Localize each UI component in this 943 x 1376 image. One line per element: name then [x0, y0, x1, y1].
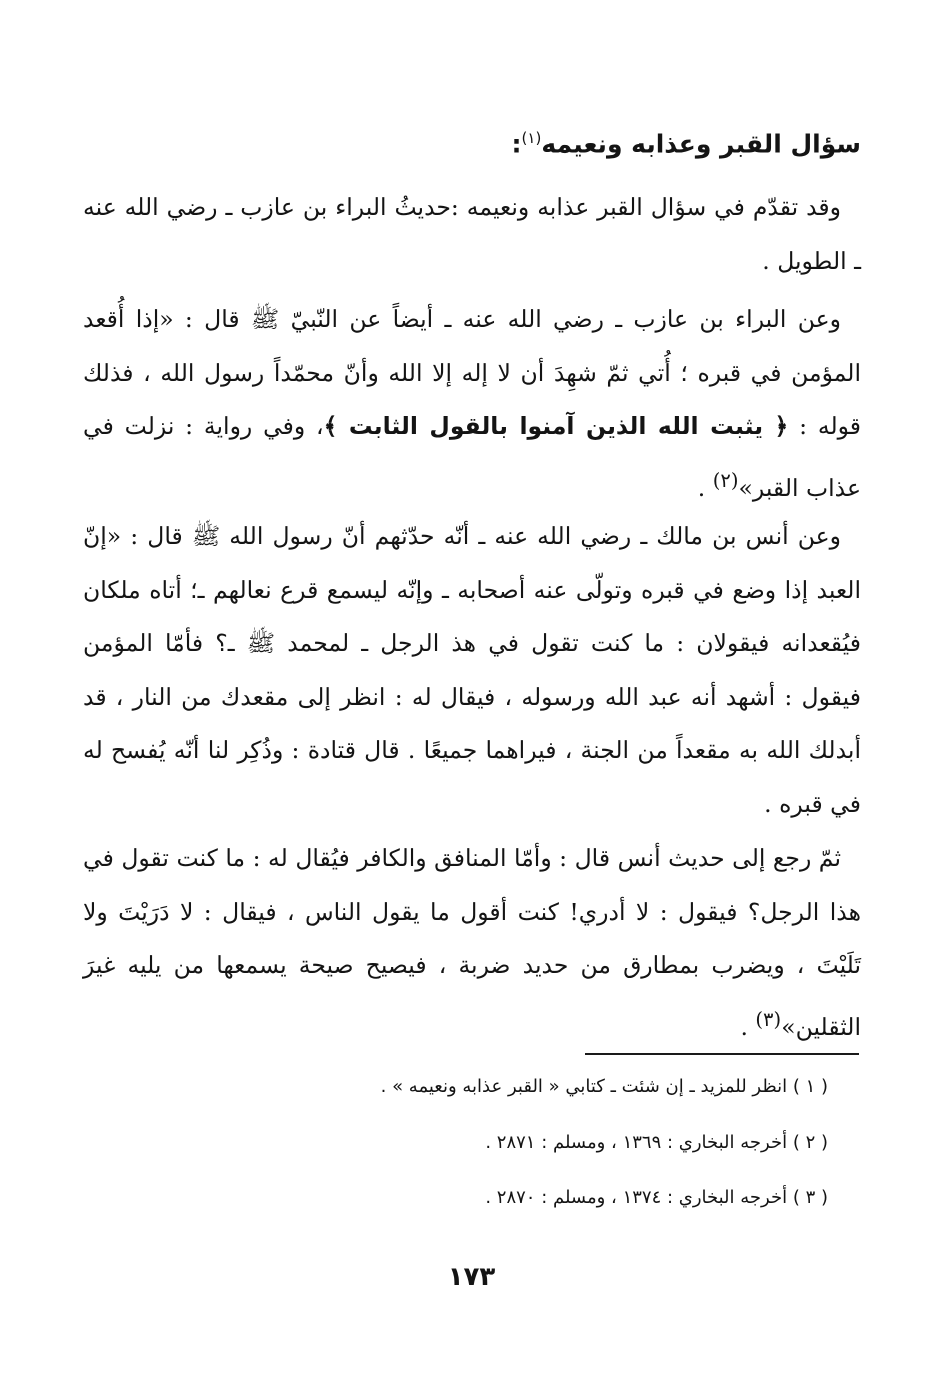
page-number: ١٧٣ [447, 1262, 496, 1292]
heading-colon: : [511, 129, 522, 159]
section-heading [81, 118, 861, 164]
paragraph-4 [83, 832, 861, 1054]
paragraph-4-footnote-ref[interactable]: (٣) [755, 1007, 782, 1031]
paragraph-4-text: ثمّ رجع إلى حديث أنس قال : وأمّا المنافق والكافر فيُقال له : ما كنت تقول في هذا الرجل؟ فيقول : لا أدري! كنت أقول ما يقول الناس ، فيقال : لا دَرَيْتَ ولا تَلَيْتَ ، ويضرب بمطارق من حديد ضربة ، فيصيح صيحة يسمعها من يليه غيرَ الثقلين» [83, 844, 861, 1041]
paragraph-2-end: . [697, 473, 713, 502]
paragraph-2-footnote-ref[interactable]: (٢) [712, 468, 739, 492]
paragraph-2-text-b: ، وفي رواية : نزلت في عذاب القبر» [83, 412, 861, 502]
paragraph-2 [83, 293, 861, 515]
heading-footnote-ref[interactable]: (١) [521, 129, 542, 147]
paragraph-1 [83, 181, 861, 288]
paragraph-4-end: . [740, 1012, 756, 1041]
footnote-1: ( ١ ) انظر للمزيد ـ إن شئت ـ كتابي « القبر عذابه ونعيمه » . [380, 1076, 828, 1097]
footnote-3: ( ٣ ) أخرجه البخاري : ١٣٧٤ ، ومسلم : ٢٨٧٠ . [485, 1187, 828, 1208]
paragraph-3-text: وعن أنس بن مالك ـ رضي الله عنه ـ أنّه حدّثهم أنّ رسول الله ﷺ قال : «إنّ العبد إذا وضع في قبره وتولّى عنه أصحابه ـ وإنّه ليسمع قرع نعالهم ـ؛ أتاه ملكان فيُقعدانه فيقولان : ما كنت تقول في هذ الرجل ـ لمحمد ﷺ ـ؟ فأمّا المؤمن فيقول : أشهد أنه عبد الله ورسوله ، فيقال له : انظر إلى مقعدك من النار ، قد أبدلك الله به مقعداً من الجنة ، فيراهما جميعًا . قال قتادة : وذُكِر لنا أنّه يُفسح له في قبره . [83, 522, 861, 818]
quran-verse-quote: ﴿ يثبت الله الذين آمنوا بالقول الثابت ﴾ [323, 412, 789, 440]
paragraph-2-text-a: وعن البراء بن عازب ـ رضي الله عنه ـ أيضاً عن النّبيّ ﷺ قال : «إذا أُقعد المؤمن في قبره ؛ أُتي ثمّ شهِدَ أن لا إله إلا الله وأنّ محمّداً رسول الله ، فذلك قوله : [83, 305, 861, 440]
paragraph-1-text: وقد تقدّم في سؤال القبر عذابه ونعيمه :حديثُ البراء بن عازب ـ رضي الله عنه ـ الطويل . [83, 193, 861, 275]
footnote-2: ( ٢ ) أخرجه البخاري : ١٣٦٩ ، ومسلم : ٢٨٧١ . [485, 1132, 828, 1153]
paragraph-3 [83, 510, 861, 831]
heading-title: سؤال القبر وعذابه ونعيمه [541, 129, 861, 159]
footnote-separator-rule [585, 1053, 859, 1055]
